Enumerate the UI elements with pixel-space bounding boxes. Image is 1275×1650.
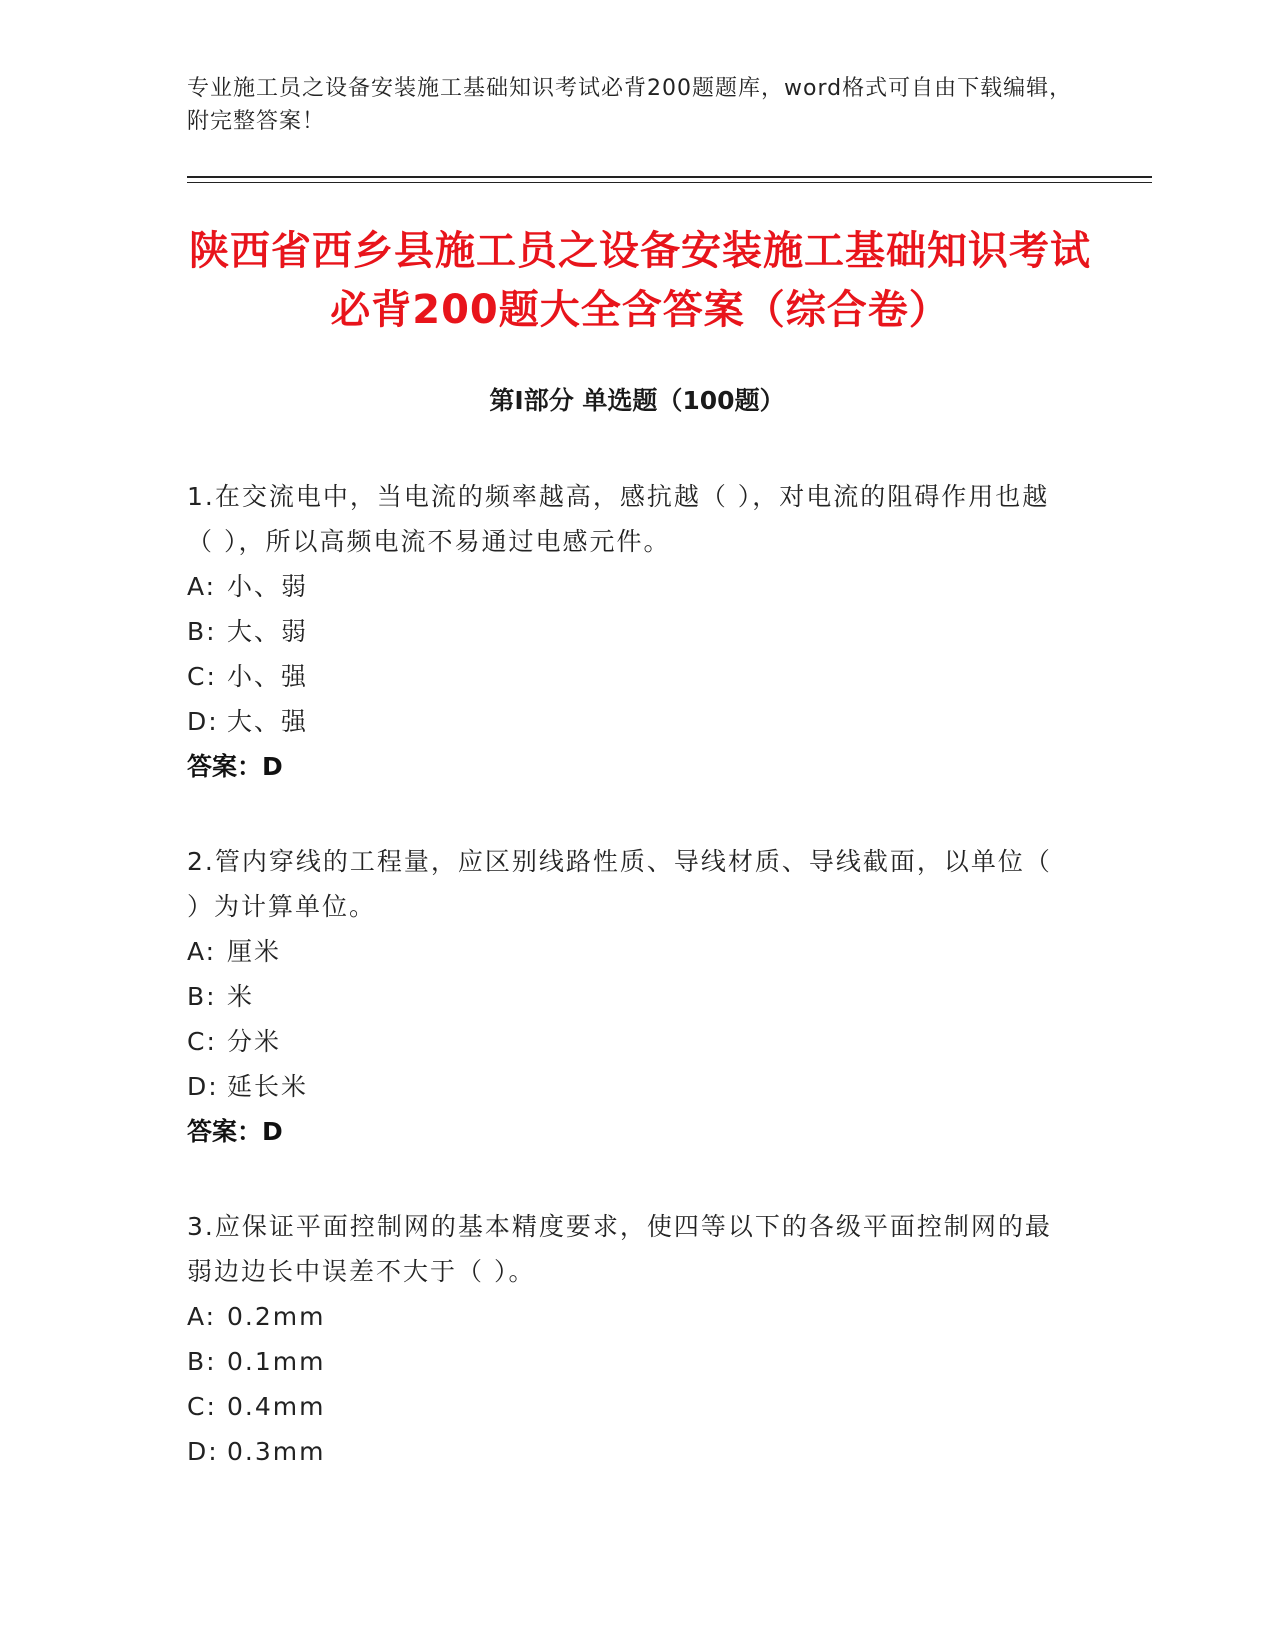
header-divider-thick (187, 176, 1152, 178)
option-letter: C: (187, 1027, 217, 1056)
option-b (187, 974, 1067, 1019)
option-letter: D: (187, 1072, 219, 1101)
option-c (187, 654, 1067, 699)
option-text: 0.1mm (227, 1347, 326, 1376)
option-text: 分米 (227, 1027, 282, 1056)
option-a (187, 1294, 1067, 1339)
option-letter: C: (187, 1392, 217, 1421)
section-title: 第I部分 单选题（100题） (489, 386, 785, 415)
option-d (187, 1064, 1067, 1109)
option-text: 小、强 (227, 662, 309, 691)
question-stem: 2.管内穿线的工程量，应区别线路性质、导线材质、导线截面，以单位（ ）为计算单位。 (187, 847, 1052, 921)
option-text: 0.3mm (227, 1437, 326, 1466)
option-text: 大、弱 (227, 617, 309, 646)
option-text: 小、弱 (227, 572, 309, 601)
option-text: 大、强 (227, 707, 309, 736)
option-letter: D: (187, 1437, 219, 1466)
question-1 (187, 474, 1067, 789)
option-text: 0.4mm (227, 1392, 326, 1421)
header-note: 专业施工员之设备安装施工基础知识考试必背200题题库，word格式可自由下载编辑，附完整答案！ (187, 76, 1073, 134)
answer-line: 答案：D (187, 1117, 283, 1146)
option-a (187, 564, 1067, 609)
option-text: 厘米 (227, 937, 282, 966)
question-stem: 1.在交流电中，当电流的频率越高，感抗越（ ），对电流的阻碍作用也越（ ），所以高频电流不易通过电感元件。 (187, 482, 1050, 556)
option-b (187, 1339, 1067, 1384)
option-text: 米 (227, 982, 255, 1011)
option-b (187, 609, 1067, 654)
option-letter: B: (187, 617, 217, 646)
option-d (187, 699, 1067, 744)
answer-line: 答案：D (187, 752, 283, 781)
question-2 (187, 839, 1067, 1154)
option-text: 0.2mm (227, 1302, 326, 1331)
question-list (187, 474, 1067, 1524)
option-letter: A: (187, 937, 217, 966)
option-a (187, 929, 1067, 974)
header-divider-thin (187, 182, 1152, 183)
question-stem: 3.应保证平面控制网的基本精度要求，使四等以下的各级平面控制网的最弱边边长中误差不大于（ ）。 (187, 1212, 1052, 1286)
option-c (187, 1019, 1067, 1064)
option-letter: D: (187, 707, 219, 736)
option-d (187, 1429, 1067, 1474)
option-letter: B: (187, 1347, 217, 1376)
option-letter: A: (187, 572, 217, 601)
document-title: 陕西省西乡县施工员之设备安装施工基础知识考试必背200题大全含答案（综合卷） (189, 228, 1091, 333)
option-letter: A: (187, 1302, 217, 1331)
option-letter: B: (187, 982, 217, 1011)
question-3 (187, 1204, 1067, 1474)
option-text: 延长米 (227, 1072, 309, 1101)
option-letter: C: (187, 662, 217, 691)
option-c (187, 1384, 1067, 1429)
